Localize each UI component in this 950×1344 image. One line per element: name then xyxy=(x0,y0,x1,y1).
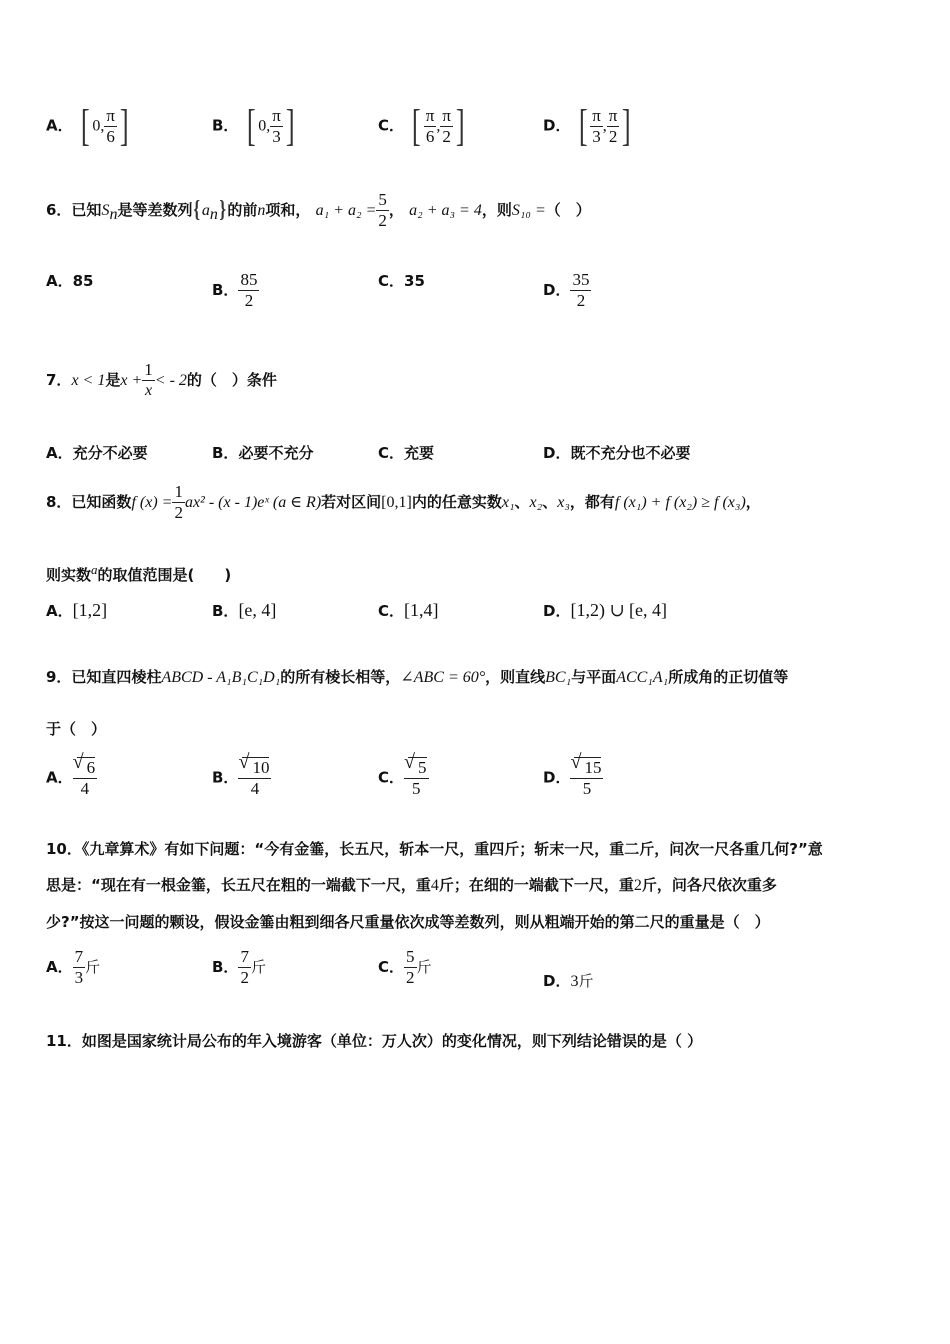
option-label: B． xyxy=(212,768,239,787)
option-label: D． xyxy=(543,116,571,135)
text: 思是：“现在有一根金箠，长五尺在粗的一端截下一尺，重 xyxy=(46,876,431,894)
q6-option-d[interactable] xyxy=(543,270,591,311)
radicand: √ 5 xyxy=(408,757,427,778)
bracket: ] xyxy=(285,101,295,150)
option-value: 35 xyxy=(404,272,425,290)
bracket: [ xyxy=(412,101,421,150)
brace: } xyxy=(219,197,226,223)
var-a: a xyxy=(201,202,210,219)
fraction xyxy=(73,947,86,988)
function-lhs: f (x) = xyxy=(131,494,173,511)
fraction xyxy=(270,106,283,147)
text: ，则 xyxy=(481,201,512,219)
q6-stem xyxy=(46,190,591,231)
option-text: 充要 xyxy=(404,444,435,462)
q8-option-d[interactable] xyxy=(543,600,667,621)
interval-lower: 0, xyxy=(92,117,105,135)
denominator: 3 xyxy=(592,126,601,146)
q7-option-a[interactable] xyxy=(46,442,148,463)
option-label: C． xyxy=(378,602,405,620)
fraction xyxy=(607,106,620,147)
q9-option-a[interactable] xyxy=(46,757,97,799)
radicand: √ 6 xyxy=(77,757,96,778)
unit: 斤 xyxy=(85,958,101,976)
denominator: 4 xyxy=(250,779,260,798)
numerator: 1 xyxy=(144,360,153,379)
text: 的所有棱长相等， xyxy=(280,668,401,686)
option-label: D． xyxy=(543,281,571,299)
option-label: A． xyxy=(46,958,73,976)
q7-option-c[interactable] xyxy=(378,442,434,463)
text: 的取值范围是( ) xyxy=(97,566,232,584)
denominator: 2 xyxy=(608,126,618,146)
text: 则实数 xyxy=(46,566,92,584)
fraction xyxy=(404,757,429,799)
unit: 斤 xyxy=(416,958,432,976)
q8-stem xyxy=(46,482,761,523)
numerator: π xyxy=(442,105,451,125)
numerator: 1 xyxy=(174,482,183,501)
fraction xyxy=(238,270,259,311)
fraction xyxy=(590,106,603,147)
denominator: 2 xyxy=(406,968,415,987)
condition-1: a₁ + a₂ = xyxy=(315,202,377,219)
option-label: C． xyxy=(378,958,405,976)
bracket: [ xyxy=(246,101,256,150)
q5-option-a[interactable] xyxy=(46,101,132,150)
fraction xyxy=(238,757,271,799)
interval-lower: 0, xyxy=(258,117,271,135)
option-label: D． xyxy=(543,768,571,787)
denominator: 3 xyxy=(74,968,84,987)
fraction xyxy=(104,106,117,147)
denominator: 5 xyxy=(412,779,421,798)
option-label: C． xyxy=(378,272,405,290)
bracket: ] xyxy=(455,101,465,150)
angle: ∠ABC = 60° xyxy=(400,669,486,686)
option-label: A． xyxy=(46,444,73,462)
option-label: C． xyxy=(378,768,405,787)
fraction xyxy=(142,360,155,401)
option-label: B． xyxy=(212,444,239,462)
option-label: A． xyxy=(46,768,73,787)
text: ， xyxy=(388,201,404,219)
numerator: 5 xyxy=(406,947,415,966)
plane-name: ACC₁A₁ xyxy=(616,669,669,686)
denominator: 2 xyxy=(576,291,586,310)
q10-stem-line1: 10．《九章算术》有如下问题：“今有金箠，长五尺，斩本一尺，重四斤；斩末一尺，重二斤，问次一尺各重几何?”意 xyxy=(46,840,823,858)
inequality: f (x₁) + f (x₂) ≥ f (x₃) xyxy=(614,494,746,511)
q5-option-c[interactable] xyxy=(378,101,468,150)
denominator: 6 xyxy=(425,126,435,146)
radicand: √ 10 xyxy=(242,757,269,778)
fraction xyxy=(424,106,437,147)
text: 斤，问各尺依次重多 xyxy=(641,876,777,894)
q6-option-b[interactable] xyxy=(212,270,259,311)
text: 的（ ）条件 xyxy=(186,371,277,389)
bracket: [ xyxy=(578,101,588,150)
q8-stem-line2 xyxy=(46,562,231,585)
numerator: 5 xyxy=(378,190,387,209)
numerator: π xyxy=(272,105,281,125)
question-number: 7． xyxy=(46,371,72,389)
bracket: [ xyxy=(80,101,90,150)
separator: , xyxy=(602,117,607,135)
q9-option-c[interactable] xyxy=(378,757,429,799)
option-value: [e, 4] xyxy=(238,600,277,620)
var-a: a xyxy=(91,562,98,577)
option-label: D． xyxy=(543,972,571,990)
q6-option-a[interactable] xyxy=(46,270,93,291)
question-number: 6．已知 xyxy=(46,201,102,219)
option-value: 3 xyxy=(570,973,579,990)
text: ， xyxy=(745,493,761,511)
option-label: A． xyxy=(46,116,73,135)
q8-option-b[interactable] xyxy=(212,600,276,621)
option-text: 既不充分也不必要 xyxy=(570,444,691,462)
option-label: B． xyxy=(212,116,239,135)
q5-option-b[interactable] xyxy=(212,101,297,150)
var-x2: x₂ xyxy=(529,494,543,511)
q6-option-c[interactable] xyxy=(378,270,425,291)
fraction xyxy=(172,482,185,523)
fraction xyxy=(404,947,417,988)
option-label: C． xyxy=(378,116,405,135)
denominator: x xyxy=(144,382,153,399)
interval: [0,1] xyxy=(381,494,412,511)
text: 、 xyxy=(514,493,530,511)
text: 、 xyxy=(542,493,558,511)
bracket: ] xyxy=(622,101,632,150)
text: 与平面 xyxy=(571,668,617,686)
text: 的前 xyxy=(227,201,258,219)
var-s: S xyxy=(101,202,110,219)
fraction xyxy=(73,757,98,799)
fraction xyxy=(238,947,251,988)
q10-stem-line3: 少?”按这一问题的颗设，假设金箠由粗到细各尺重量依次成等差数列，则从粗端开始的第二尺的重量是（ ） xyxy=(46,913,770,931)
denominator: 2 xyxy=(174,503,183,522)
numerator: π xyxy=(608,105,618,125)
option-label: B． xyxy=(212,602,239,620)
var-n: n xyxy=(257,202,266,219)
option-label: D． xyxy=(543,602,571,620)
expr-rhs: < - 2 xyxy=(154,372,187,389)
expr-lhs: x + xyxy=(120,372,143,389)
option-value: [1,2] xyxy=(72,600,108,620)
option-value: 85 xyxy=(72,272,94,290)
weight-value: 2 xyxy=(633,877,642,894)
line-name: BC₁ xyxy=(545,669,572,686)
option-value: [1,2) ∪ [e, 4] xyxy=(570,600,668,620)
text: ，都有 xyxy=(569,493,615,511)
q8-option-c[interactable] xyxy=(378,600,439,621)
text: 若对区间 xyxy=(321,493,382,511)
question-number: 9．已知直四棱柱 xyxy=(46,668,162,686)
option-label: A． xyxy=(46,602,73,620)
fraction xyxy=(440,106,453,147)
var-x1: x₁ xyxy=(501,494,515,511)
condition: x < 1 xyxy=(71,372,106,389)
q7-stem xyxy=(46,360,277,401)
condition-2: a₂ + a₃ = 4 xyxy=(409,202,482,219)
fraction xyxy=(570,757,603,799)
denominator: 2 xyxy=(240,968,249,987)
s10: S₁₀ = xyxy=(511,202,546,219)
numerator: 35 xyxy=(572,270,590,289)
unit: 斤 xyxy=(250,958,266,976)
q7-option-d[interactable] xyxy=(543,442,690,463)
denominator: 3 xyxy=(272,126,281,146)
text: ，则直线 xyxy=(485,668,546,686)
q9-stem xyxy=(46,666,788,687)
weight-value: 4 xyxy=(430,877,439,894)
numerator: π xyxy=(425,105,435,125)
q10-option-c[interactable] xyxy=(378,947,432,988)
var-x3: x₃ xyxy=(557,494,570,511)
q10-option-d[interactable] xyxy=(543,970,593,991)
prism-name: ABCD - A₁B₁C₁D₁ xyxy=(161,669,281,686)
numerator: π xyxy=(592,105,601,125)
numerator: 7 xyxy=(74,947,84,966)
brace: { xyxy=(193,197,201,223)
option-label: C． xyxy=(378,444,405,462)
subscript-n: n xyxy=(109,206,118,223)
unit: 斤 xyxy=(578,972,594,990)
text: 斤；在细的一端截下一尺，重 xyxy=(438,876,634,894)
numerator: 7 xyxy=(240,947,249,966)
numerator: π xyxy=(106,105,115,125)
denominator: 2 xyxy=(442,126,451,146)
option-text: 充分不必要 xyxy=(72,444,148,462)
q10-option-b[interactable] xyxy=(212,947,266,988)
text: 项和， xyxy=(265,201,311,219)
radicand: √ 15 xyxy=(574,757,601,778)
denominator: 2 xyxy=(378,211,387,230)
fraction xyxy=(570,270,591,311)
denominator: 4 xyxy=(80,779,90,798)
q10-stem-line2 xyxy=(46,874,777,895)
option-label: A． xyxy=(46,272,73,290)
bracket: ] xyxy=(119,101,129,150)
numerator: 85 xyxy=(240,270,258,289)
option-label: B． xyxy=(212,958,239,976)
text: 内的任意实数 xyxy=(411,493,502,511)
option-value: [1,4] xyxy=(404,600,439,620)
question-number: 8．已知函数 xyxy=(46,493,132,511)
denominator: 5 xyxy=(582,779,592,798)
q5-option-d[interactable] xyxy=(543,101,634,150)
fraction xyxy=(376,190,389,231)
text: 所成角的正切值等 xyxy=(668,668,789,686)
q11-stem: 11．如图是国家统计局公布的年入境游客（单位：万人次）的变化情况，则下列结论错误的是（ ） xyxy=(46,1032,703,1050)
q9-option-d[interactable] xyxy=(543,757,603,799)
q7-option-b[interactable] xyxy=(212,442,313,463)
q9-stem-line2: 于（ ） xyxy=(46,720,107,738)
option-text: 必要不充分 xyxy=(238,444,314,462)
q8-option-a[interactable] xyxy=(46,600,107,621)
text: 是等差数列 xyxy=(117,201,193,219)
function-rhs: ax² - (x - 1)eˣ (a ∈ R) xyxy=(184,494,322,511)
q10-option-a[interactable] xyxy=(46,947,100,988)
subscript-n: n xyxy=(209,206,218,223)
denominator: 2 xyxy=(244,291,254,310)
separator: , xyxy=(436,117,441,135)
option-label: B． xyxy=(212,281,239,299)
answer-paren: （ ） xyxy=(545,201,591,219)
q9-option-b[interactable] xyxy=(212,757,271,799)
option-label: D． xyxy=(543,444,571,462)
denominator: 6 xyxy=(106,126,115,146)
text: 是 xyxy=(105,371,121,389)
